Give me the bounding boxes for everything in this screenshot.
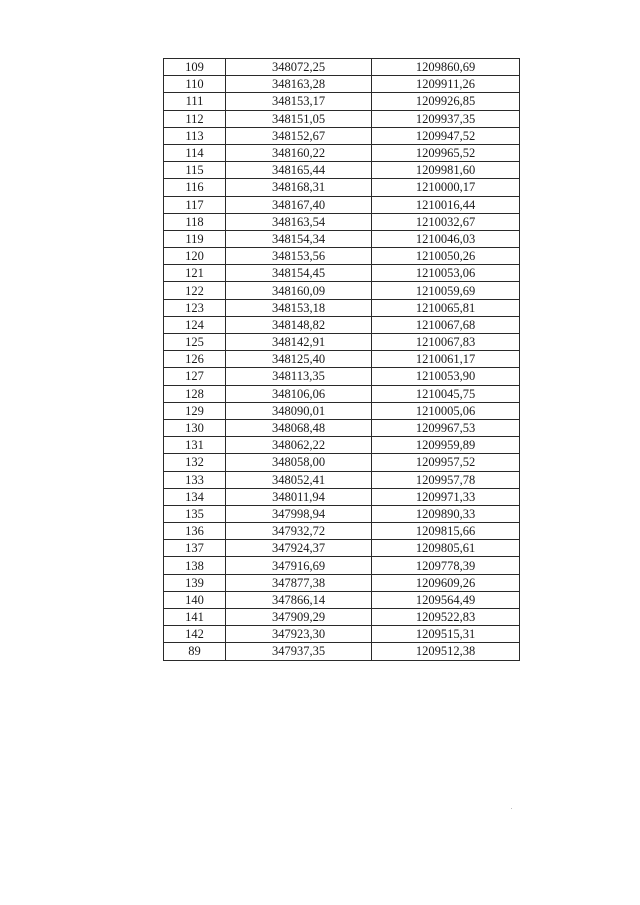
table-row	[164, 248, 520, 265]
point-number-cell: 140	[164, 591, 226, 608]
x-coordinate-cell: 348151,05	[226, 110, 372, 127]
table-row	[164, 144, 520, 161]
y-coordinate-cell: 1209967,53	[372, 419, 520, 436]
point-number-cell: 142	[164, 626, 226, 643]
x-coordinate-cell: 348160,09	[226, 282, 372, 299]
y-coordinate-cell: 1210053,90	[372, 368, 520, 385]
table-row	[164, 385, 520, 402]
point-number-cell: 136	[164, 523, 226, 540]
point-number-cell: 110	[164, 76, 226, 93]
x-coordinate-cell: 348113,35	[226, 368, 372, 385]
table-row	[164, 368, 520, 385]
y-coordinate-cell: 1210000,17	[372, 179, 520, 196]
x-coordinate-cell: 348062,22	[226, 437, 372, 454]
table-row	[164, 179, 520, 196]
y-coordinate-cell: 1209959,89	[372, 437, 520, 454]
y-coordinate-cell: 1210045,75	[372, 385, 520, 402]
x-coordinate-cell: 348154,45	[226, 265, 372, 282]
x-coordinate-cell: 348153,56	[226, 248, 372, 265]
x-coordinate-cell: 348152,67	[226, 127, 372, 144]
table-row	[164, 110, 520, 127]
point-number-cell: 89	[164, 643, 226, 660]
point-number-cell: 126	[164, 351, 226, 368]
y-coordinate-cell: 1209926,85	[372, 93, 520, 110]
x-coordinate-cell: 348068,48	[226, 419, 372, 436]
x-coordinate-cell: 347932,72	[226, 523, 372, 540]
coordinates-table	[163, 58, 520, 661]
table-row	[164, 213, 520, 230]
y-coordinate-cell: 1210067,68	[372, 316, 520, 333]
table-row	[164, 316, 520, 333]
y-coordinate-cell: 1209805,61	[372, 540, 520, 557]
y-coordinate-cell: 1209937,35	[372, 110, 520, 127]
table-row	[164, 471, 520, 488]
point-number-cell: 120	[164, 248, 226, 265]
coordinates-table-body	[164, 59, 520, 661]
table-row	[164, 265, 520, 282]
x-coordinate-cell: 347937,35	[226, 643, 372, 660]
table-row	[164, 282, 520, 299]
y-coordinate-cell: 1209815,66	[372, 523, 520, 540]
table-row	[164, 402, 520, 419]
table-row	[164, 643, 520, 660]
table-row	[164, 162, 520, 179]
point-number-cell: 134	[164, 488, 226, 505]
point-number-cell: 117	[164, 196, 226, 213]
point-number-cell: 124	[164, 316, 226, 333]
x-coordinate-cell: 348072,25	[226, 59, 372, 76]
scan-speck	[511, 808, 512, 809]
x-coordinate-cell: 348163,54	[226, 213, 372, 230]
x-coordinate-cell: 347916,69	[226, 557, 372, 574]
y-coordinate-cell: 1210050,26	[372, 248, 520, 265]
point-number-cell: 116	[164, 179, 226, 196]
point-number-cell: 138	[164, 557, 226, 574]
table-row	[164, 626, 520, 643]
y-coordinate-cell: 1209981,60	[372, 162, 520, 179]
table-row	[164, 523, 520, 540]
table-row	[164, 437, 520, 454]
y-coordinate-cell: 1210067,83	[372, 334, 520, 351]
y-coordinate-cell: 1209890,33	[372, 505, 520, 522]
table-row	[164, 505, 520, 522]
point-number-cell: 114	[164, 144, 226, 161]
x-coordinate-cell: 348148,82	[226, 316, 372, 333]
point-number-cell: 123	[164, 299, 226, 316]
point-number-cell: 111	[164, 93, 226, 110]
y-coordinate-cell: 1209957,78	[372, 471, 520, 488]
point-number-cell: 130	[164, 419, 226, 436]
point-number-cell: 112	[164, 110, 226, 127]
x-coordinate-cell: 348168,31	[226, 179, 372, 196]
y-coordinate-cell: 1210005,06	[372, 402, 520, 419]
table-row	[164, 230, 520, 247]
table-row	[164, 591, 520, 608]
point-number-cell: 135	[164, 505, 226, 522]
x-coordinate-cell: 348058,00	[226, 454, 372, 471]
point-number-cell: 127	[164, 368, 226, 385]
table-row	[164, 609, 520, 626]
y-coordinate-cell: 1210032,67	[372, 213, 520, 230]
y-coordinate-cell: 1209522,83	[372, 609, 520, 626]
x-coordinate-cell: 347909,29	[226, 609, 372, 626]
x-coordinate-cell: 348125,40	[226, 351, 372, 368]
point-number-cell: 131	[164, 437, 226, 454]
x-coordinate-cell: 348011,94	[226, 488, 372, 505]
x-coordinate-cell: 348106,06	[226, 385, 372, 402]
x-coordinate-cell: 348163,28	[226, 76, 372, 93]
y-coordinate-cell: 1210059,69	[372, 282, 520, 299]
table-row	[164, 454, 520, 471]
y-coordinate-cell: 1209778,39	[372, 557, 520, 574]
x-coordinate-cell: 348154,34	[226, 230, 372, 247]
point-number-cell: 133	[164, 471, 226, 488]
y-coordinate-cell: 1209965,52	[372, 144, 520, 161]
point-number-cell: 109	[164, 59, 226, 76]
point-number-cell: 118	[164, 213, 226, 230]
table-row	[164, 93, 520, 110]
y-coordinate-cell: 1210065,81	[372, 299, 520, 316]
y-coordinate-cell: 1209609,26	[372, 574, 520, 591]
point-number-cell: 113	[164, 127, 226, 144]
y-coordinate-cell: 1210061,17	[372, 351, 520, 368]
y-coordinate-cell: 1210046,03	[372, 230, 520, 247]
x-coordinate-cell: 348160,22	[226, 144, 372, 161]
table-row	[164, 557, 520, 574]
table-row	[164, 196, 520, 213]
point-number-cell: 115	[164, 162, 226, 179]
y-coordinate-cell: 1209971,33	[372, 488, 520, 505]
point-number-cell: 128	[164, 385, 226, 402]
x-coordinate-cell: 347877,38	[226, 574, 372, 591]
point-number-cell: 141	[164, 609, 226, 626]
y-coordinate-cell: 1209860,69	[372, 59, 520, 76]
point-number-cell: 122	[164, 282, 226, 299]
table-row	[164, 299, 520, 316]
y-coordinate-cell: 1210053,06	[372, 265, 520, 282]
point-number-cell: 139	[164, 574, 226, 591]
point-number-cell: 121	[164, 265, 226, 282]
x-coordinate-cell: 347924,37	[226, 540, 372, 557]
x-coordinate-cell: 348153,17	[226, 93, 372, 110]
table-row	[164, 334, 520, 351]
x-coordinate-cell: 348167,40	[226, 196, 372, 213]
table-row	[164, 59, 520, 76]
x-coordinate-cell: 348153,18	[226, 299, 372, 316]
y-coordinate-cell: 1209947,52	[372, 127, 520, 144]
point-number-cell: 129	[164, 402, 226, 419]
y-coordinate-cell: 1209512,38	[372, 643, 520, 660]
table-row	[164, 419, 520, 436]
x-coordinate-cell: 348165,44	[226, 162, 372, 179]
point-number-cell: 132	[164, 454, 226, 471]
x-coordinate-cell: 347866,14	[226, 591, 372, 608]
table-row	[164, 127, 520, 144]
point-number-cell: 125	[164, 334, 226, 351]
x-coordinate-cell: 348142,91	[226, 334, 372, 351]
x-coordinate-cell: 348052,41	[226, 471, 372, 488]
x-coordinate-cell: 347998,94	[226, 505, 372, 522]
y-coordinate-cell: 1209564,49	[372, 591, 520, 608]
table-row	[164, 351, 520, 368]
x-coordinate-cell: 347923,30	[226, 626, 372, 643]
point-number-cell: 119	[164, 230, 226, 247]
table-row	[164, 76, 520, 93]
y-coordinate-cell: 1209957,52	[372, 454, 520, 471]
y-coordinate-cell: 1209911,26	[372, 76, 520, 93]
point-number-cell: 137	[164, 540, 226, 557]
y-coordinate-cell: 1209515,31	[372, 626, 520, 643]
table-row	[164, 574, 520, 591]
table-row	[164, 540, 520, 557]
y-coordinate-cell: 1210016,44	[372, 196, 520, 213]
table-row	[164, 488, 520, 505]
x-coordinate-cell: 348090,01	[226, 402, 372, 419]
